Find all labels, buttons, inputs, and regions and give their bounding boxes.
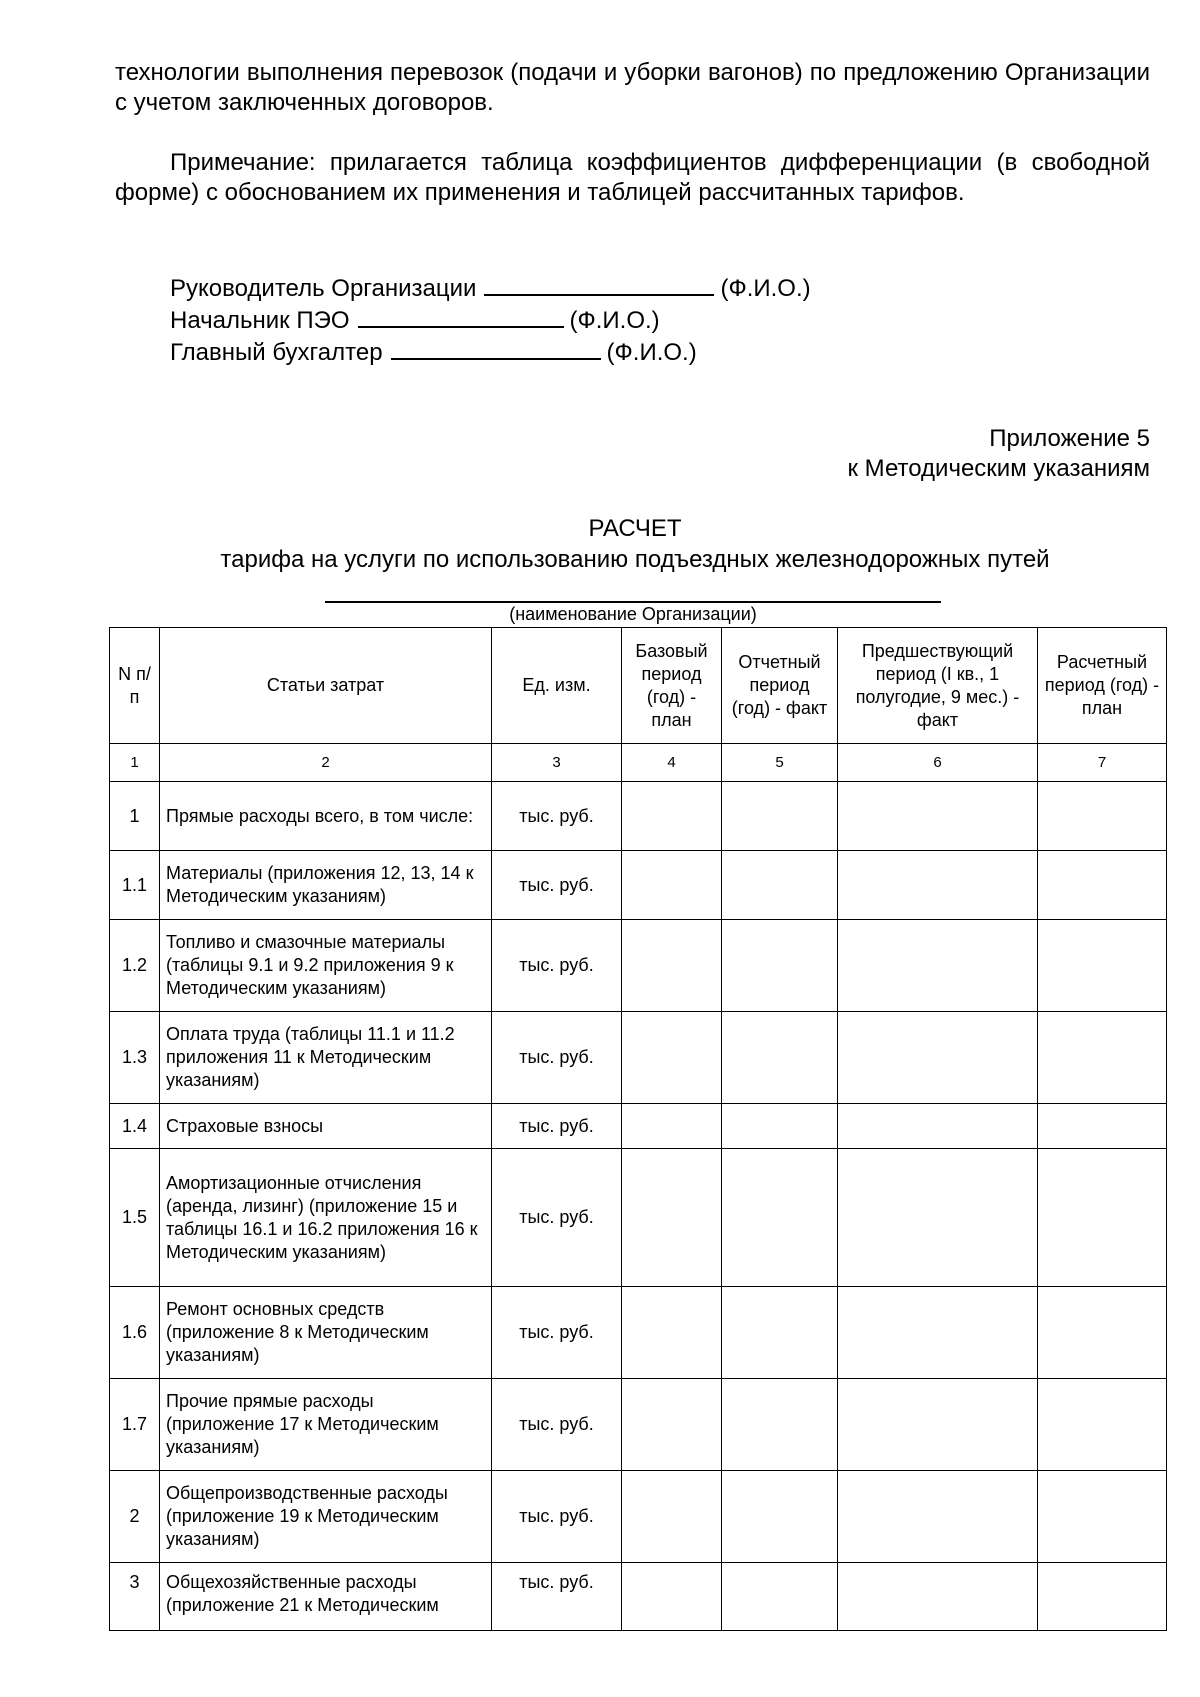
header-item: Статьи затрат <box>160 628 492 744</box>
column-index: 1 <box>110 744 160 782</box>
column-index: 3 <box>492 744 622 782</box>
row-cell-calc <box>1038 1287 1167 1379</box>
signature-label: Главный бухгалтер <box>170 339 383 366</box>
signature-label: Руководитель Организации <box>170 275 477 302</box>
row-number: 1.7 <box>110 1379 160 1471</box>
row-cell-report <box>722 782 838 851</box>
row-cell-previous <box>838 1104 1038 1149</box>
row-item: Материалы (приложения 12, 13, 14 к Методическим указаниям) <box>160 851 492 920</box>
organization-name-caption: (наименование Организации) <box>509 604 757 624</box>
table-row <box>110 1287 1167 1379</box>
table-row <box>110 1149 1167 1287</box>
row-cell-calc <box>1038 782 1167 851</box>
row-cell-report <box>722 851 838 920</box>
table-row <box>110 1104 1167 1149</box>
row-cell-base <box>622 1471 722 1563</box>
document-subtitle: тарифа на услуги по использованию подъездных железнодорожных путей <box>220 546 1050 573</box>
row-unit: тыс. руб. <box>492 1149 622 1287</box>
header-previous-period: Предшествующий период (I кв., 1 полугодие, 9 мес.) - факт <box>838 628 1038 744</box>
signature-block <box>170 272 811 368</box>
row-cell-previous <box>838 1012 1038 1104</box>
document-title: РАСЧЕТ <box>588 515 682 542</box>
note-paragraph: Примечание: прилагается таблица коэффициентов дифференциации (в свободной форме) с обоснованием их применения и таблицей рассчитанных тарифов. <box>115 149 1150 206</box>
header-calc-period: Расчетный период (год) - план <box>1038 628 1167 744</box>
table-row <box>110 1563 1167 1631</box>
row-cell-calc <box>1038 1471 1167 1563</box>
row-unit: тыс. руб. <box>492 920 622 1012</box>
column-index: 5 <box>722 744 838 782</box>
row-cell-base <box>622 1287 722 1379</box>
column-index: 6 <box>838 744 1038 782</box>
row-cell-report <box>722 1104 838 1149</box>
table-row <box>110 782 1167 851</box>
row-item: Топливо и смазочные материалы (таблицы 9.1 и 9.2 приложения 9 к Методическим указаниям) <box>160 920 492 1012</box>
row-number: 1.4 <box>110 1104 160 1149</box>
signature-fio: (Ф.И.О.) <box>606 339 697 366</box>
table-row <box>110 851 1167 920</box>
appendix-target: к Методическим указаниям <box>847 455 1150 482</box>
header-base-period: Базовый период (год) - план <box>622 628 722 744</box>
row-number: 2 <box>110 1471 160 1563</box>
row-item: Ремонт основных средств (приложение 8 к Методическим указаниям) <box>160 1287 492 1379</box>
signature-field <box>358 304 564 328</box>
row-cell-calc <box>1038 1379 1167 1471</box>
signature-fio: (Ф.И.О.) <box>720 275 811 302</box>
appendix-number: Приложение 5 <box>989 425 1150 452</box>
row-cell-previous <box>838 1149 1038 1287</box>
column-index: 2 <box>160 744 492 782</box>
signature-fio: (Ф.И.О.) <box>569 307 660 334</box>
table-row <box>110 1379 1167 1471</box>
table-row <box>110 1471 1167 1563</box>
row-cell-calc <box>1038 1149 1167 1287</box>
row-cell-report <box>722 1149 838 1287</box>
row-cell-base <box>622 851 722 920</box>
header-report-period: Отчетный период (год) - факт <box>722 628 838 744</box>
row-item: Общепроизводственные расходы (приложение 19 к Методическим указаниям) <box>160 1471 492 1563</box>
row-cell-base <box>622 1149 722 1287</box>
row-number: 1.5 <box>110 1149 160 1287</box>
row-cell-base <box>622 1563 722 1631</box>
row-cell-previous <box>838 1379 1038 1471</box>
table-header-row <box>110 628 1167 744</box>
row-cell-base <box>622 1012 722 1104</box>
signature-chief-accountant <box>170 336 811 368</box>
tariff-calculation-table <box>109 627 1167 1631</box>
column-index: 7 <box>1038 744 1167 782</box>
row-unit: тыс. руб. <box>492 851 622 920</box>
table-row <box>110 1012 1167 1104</box>
row-cell-base <box>622 920 722 1012</box>
row-cell-report <box>722 1471 838 1563</box>
row-cell-base <box>622 782 722 851</box>
row-cell-previous <box>838 1471 1038 1563</box>
row-cell-calc <box>1038 1104 1167 1149</box>
row-cell-report <box>722 1012 838 1104</box>
column-index-row <box>110 744 1167 782</box>
row-cell-previous <box>838 851 1038 920</box>
row-number: 3 <box>110 1563 160 1631</box>
row-item: Общехозяйственные расходы (приложение 21 к Методическим <box>160 1563 492 1631</box>
row-number: 1.3 <box>110 1012 160 1104</box>
row-number: 1.6 <box>110 1287 160 1379</box>
signature-peo-head <box>170 304 811 336</box>
row-cell-calc <box>1038 1012 1167 1104</box>
row-cell-report <box>722 1563 838 1631</box>
column-index: 4 <box>622 744 722 782</box>
header-unit: Ед. изм. <box>492 628 622 744</box>
intro-paragraph: технологии выполнения перевозок (подачи и уборки вагонов) по предложению Организации с учетом заключенных договоров. <box>115 59 1150 116</box>
row-cell-previous <box>838 1563 1038 1631</box>
signature-field <box>391 336 601 360</box>
row-cell-previous <box>838 920 1038 1012</box>
row-unit: тыс. руб. <box>492 1379 622 1471</box>
row-number: 1.1 <box>110 851 160 920</box>
row-unit: тыс. руб. <box>492 1012 622 1104</box>
row-item: Амортизационные отчисления (аренда, лизинг) (приложение 15 и таблицы 16.1 и 16.2 приложения 16 к Методическим указаниям) <box>160 1149 492 1287</box>
signature-field <box>484 272 714 296</box>
row-number: 1 <box>110 782 160 851</box>
appendix-reference <box>848 424 1150 484</box>
row-cell-report <box>722 920 838 1012</box>
row-unit: тыс. руб. <box>492 1104 622 1149</box>
row-item: Прямые расходы всего, в том числе: <box>160 782 492 851</box>
row-item: Оплата труда (таблицы 11.1 и 11.2 приложения 11 к Методическим указаниям) <box>160 1012 492 1104</box>
row-item: Прочие прямые расходы (приложение 17 к Методическим указаниям) <box>160 1379 492 1471</box>
row-cell-calc <box>1038 851 1167 920</box>
row-unit: тыс. руб. <box>492 1471 622 1563</box>
header-num: N п/п <box>110 628 160 744</box>
row-item: Страховые взносы <box>160 1104 492 1149</box>
row-unit: тыс. руб. <box>492 782 622 851</box>
row-cell-report <box>722 1379 838 1471</box>
signature-director <box>170 272 811 304</box>
row-cell-base <box>622 1379 722 1471</box>
row-cell-previous <box>838 782 1038 851</box>
row-unit: тыс. руб. <box>492 1563 622 1631</box>
row-cell-previous <box>838 1287 1038 1379</box>
row-cell-base <box>622 1104 722 1149</box>
row-cell-report <box>722 1287 838 1379</box>
signature-label: Начальник ПЭО <box>170 307 350 334</box>
table-row <box>110 920 1167 1012</box>
row-cell-calc <box>1038 1563 1167 1631</box>
row-cell-calc <box>1038 920 1167 1012</box>
row-unit: тыс. руб. <box>492 1287 622 1379</box>
row-number: 1.2 <box>110 920 160 1012</box>
